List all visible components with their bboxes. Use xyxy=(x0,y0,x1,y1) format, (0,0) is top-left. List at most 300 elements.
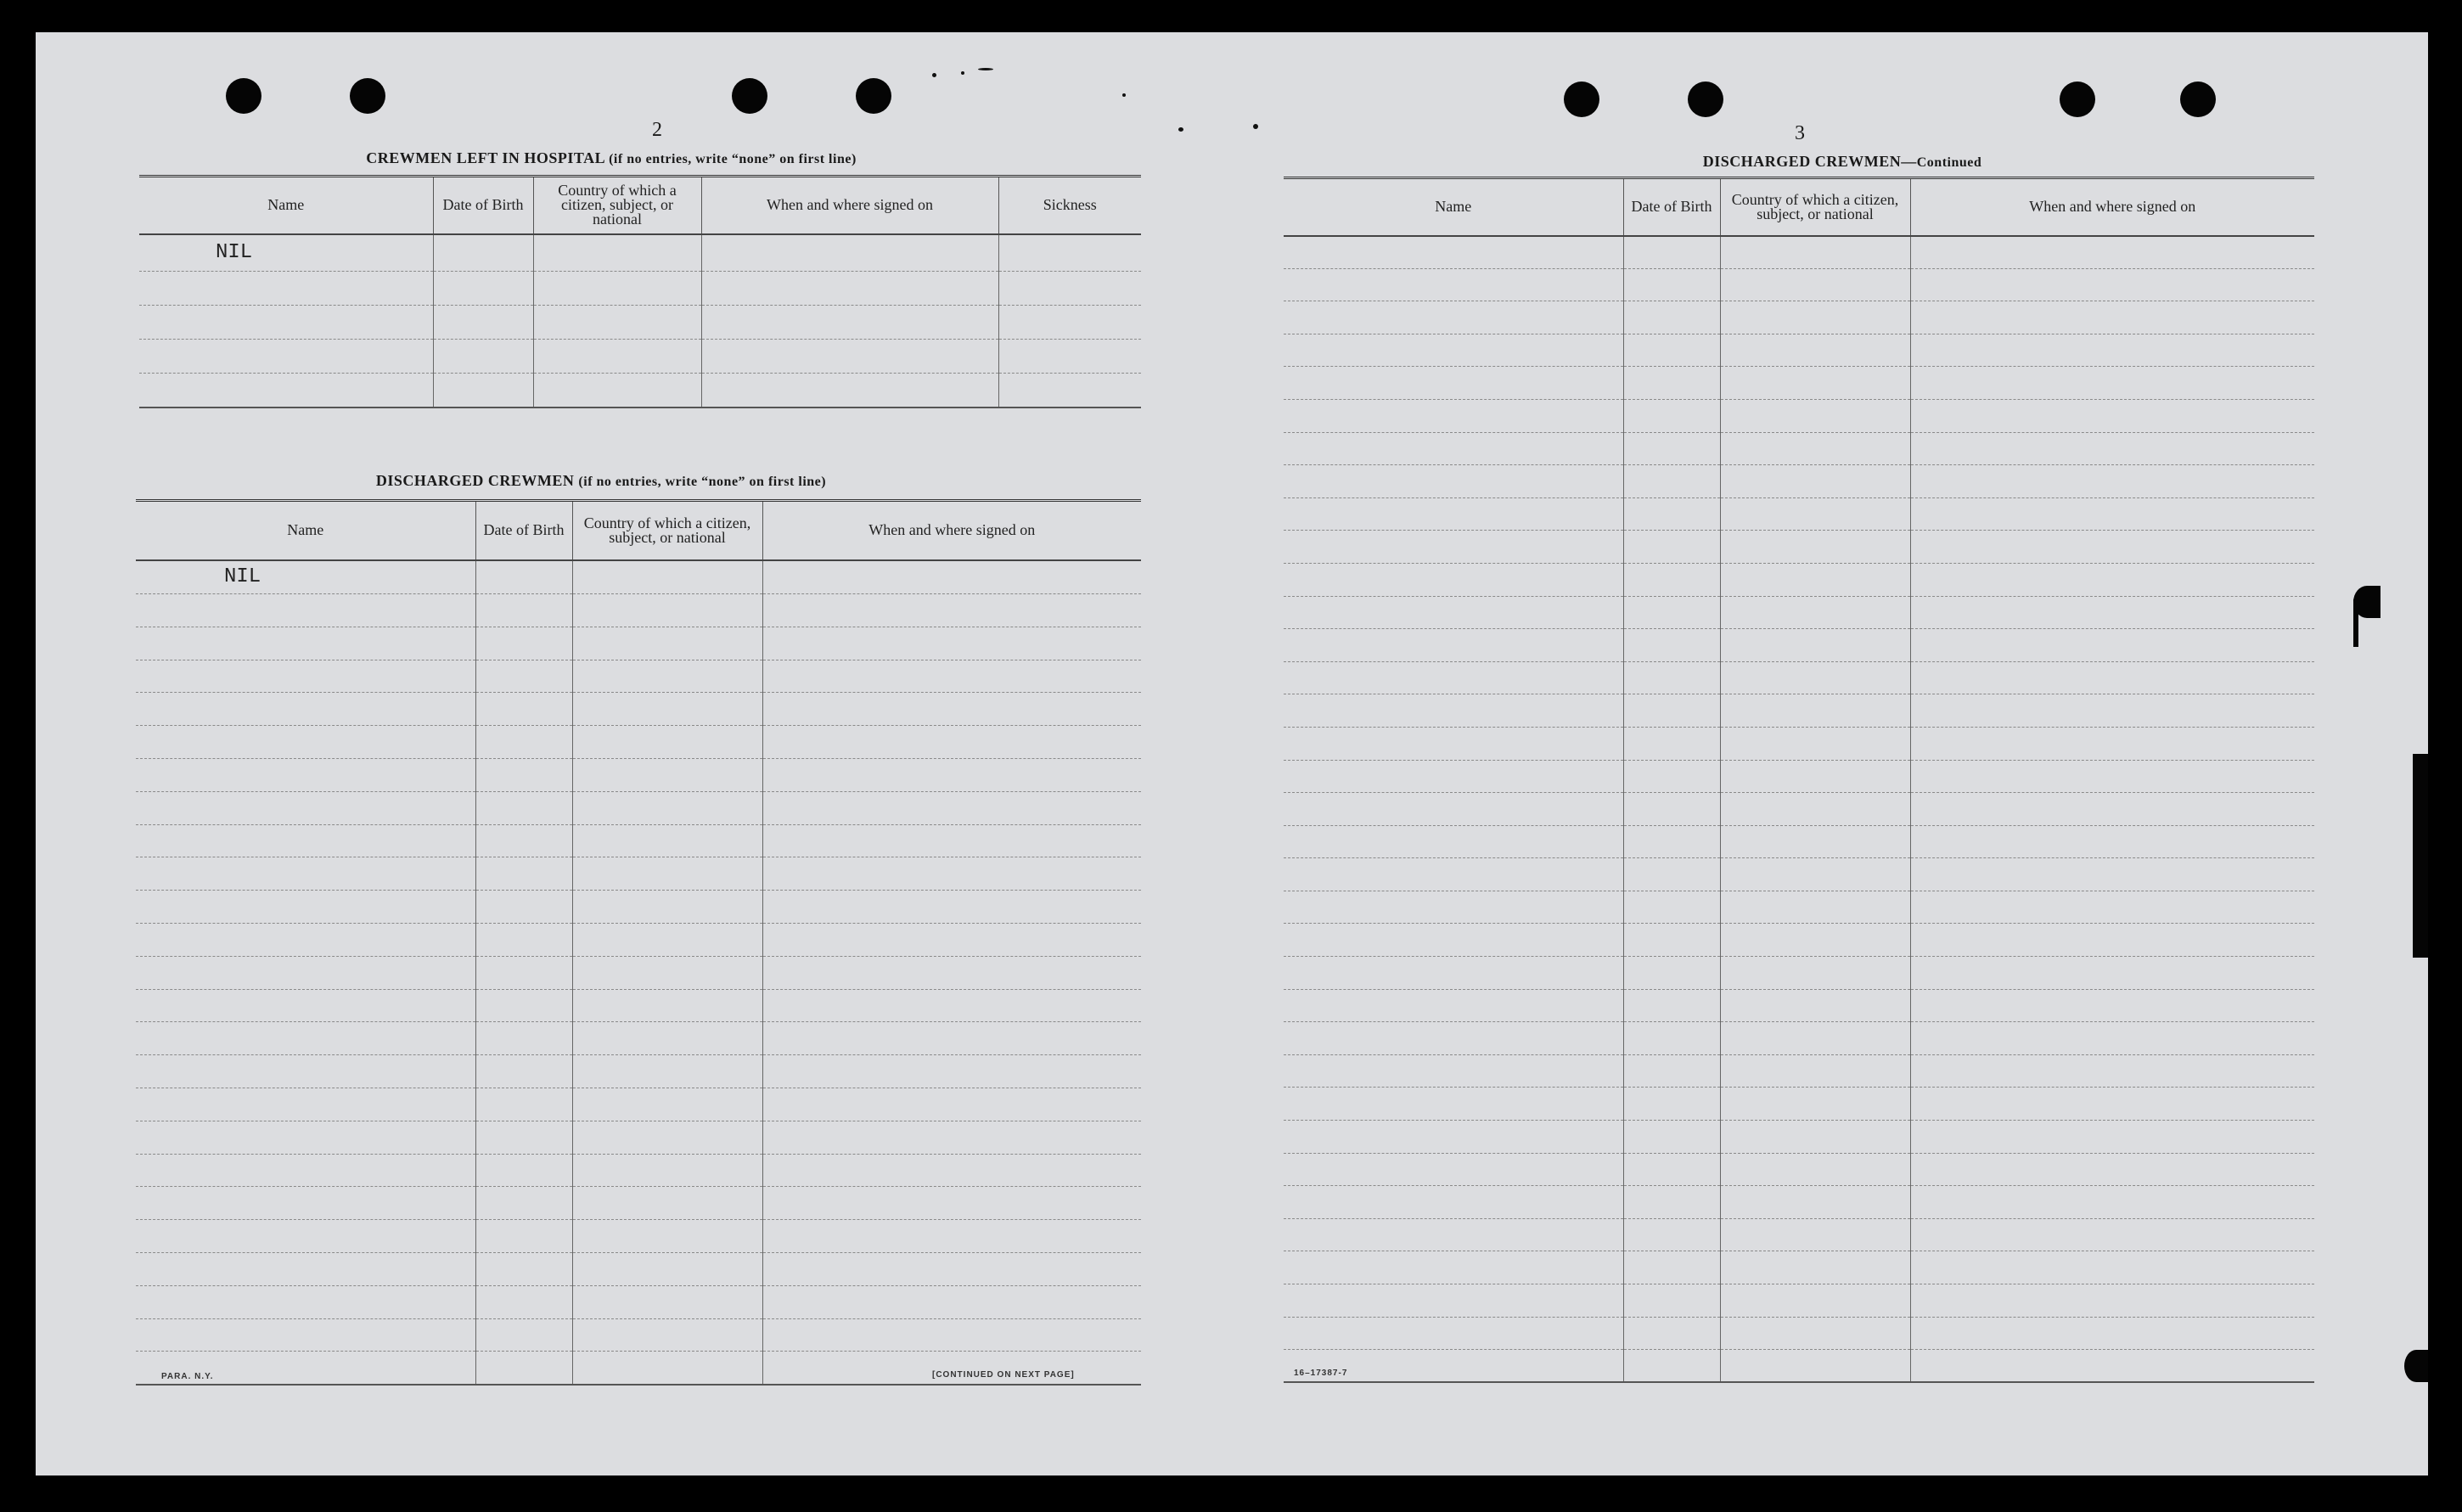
punch-hole xyxy=(226,78,261,114)
blank-cell xyxy=(572,923,762,956)
blank-cell xyxy=(475,956,572,989)
blank-cell xyxy=(1284,531,1623,564)
blank-cell xyxy=(1284,563,1623,596)
blank-cell xyxy=(1284,1153,1623,1186)
blank-cell xyxy=(136,1285,475,1318)
blank-cell xyxy=(1910,629,2314,662)
blank-cell xyxy=(1720,334,1910,367)
table-row xyxy=(1284,1153,2314,1186)
blank-cell xyxy=(1720,531,1910,564)
blank-cell xyxy=(1910,268,2314,301)
blank-cell xyxy=(1910,694,2314,728)
blank-cell xyxy=(475,1154,572,1187)
blank-cell xyxy=(1910,1317,2314,1350)
blank-cell xyxy=(1910,399,2314,432)
blank-cell xyxy=(1720,989,1910,1022)
blank-cell xyxy=(1284,1218,1623,1251)
table-row xyxy=(139,272,1141,306)
blank-cell xyxy=(1910,793,2314,826)
blank-cell xyxy=(762,1088,1141,1121)
blank-cell xyxy=(1910,1350,2314,1383)
discharged-table xyxy=(136,499,1141,1386)
table-row xyxy=(136,1088,1141,1121)
discharged-continued-table xyxy=(1284,177,2314,1383)
blank-cell xyxy=(1910,1218,2314,1251)
stray-mark xyxy=(978,68,993,70)
blank-cell xyxy=(136,660,475,693)
binding-mark xyxy=(2413,754,2428,958)
col-signed-on: When and where signed on xyxy=(762,501,1141,560)
table-row xyxy=(1284,1218,2314,1251)
punch-hole xyxy=(2180,82,2216,117)
stray-mark xyxy=(1253,124,1258,129)
blank-cell xyxy=(762,1252,1141,1285)
blank-cell xyxy=(136,726,475,759)
blank-cell xyxy=(1284,1186,1623,1219)
blank-cell xyxy=(1910,825,2314,858)
table-row xyxy=(139,306,1141,340)
blank-cell xyxy=(1720,399,1910,432)
blank-cell xyxy=(1720,1153,1910,1186)
table-row xyxy=(136,726,1141,759)
blank-cell xyxy=(572,1154,762,1187)
blank-cell xyxy=(1720,924,1910,957)
table-row xyxy=(1284,727,2314,760)
table-row xyxy=(1284,497,2314,531)
col-name: Name xyxy=(136,501,475,560)
table-row xyxy=(136,891,1141,924)
blank-cell xyxy=(762,1055,1141,1088)
entry-name: NIL xyxy=(136,560,475,594)
blank-cell xyxy=(1910,236,2314,269)
blank-cell xyxy=(1720,858,1910,891)
blank-cell xyxy=(1720,760,1910,793)
blank-cell xyxy=(1720,891,1910,924)
blank-cell xyxy=(1623,661,1720,694)
blank-cell xyxy=(1623,694,1720,728)
discharged-continued-title xyxy=(1375,153,2309,171)
blank-cell xyxy=(475,1121,572,1154)
blank-cell xyxy=(136,923,475,956)
blank-cell xyxy=(136,693,475,726)
blank-cell xyxy=(1284,334,1623,367)
blank-cell xyxy=(136,1220,475,1253)
blank-cell xyxy=(1720,825,1910,858)
table-row xyxy=(1284,1088,2314,1121)
blank-cell xyxy=(1284,727,1623,760)
blank-cell xyxy=(136,1055,475,1088)
blank-cell xyxy=(762,726,1141,759)
blank-cell xyxy=(1623,367,1720,400)
stray-mark xyxy=(932,73,936,77)
blank-cell xyxy=(136,857,475,891)
table-row xyxy=(1284,1284,2314,1318)
table-row xyxy=(1284,334,2314,367)
blank-cell xyxy=(1720,236,1910,269)
blank-cell xyxy=(762,627,1141,660)
table-row xyxy=(139,234,1141,272)
blank-cell xyxy=(475,1318,572,1352)
blank-cell xyxy=(1623,465,1720,498)
blank-cell xyxy=(572,956,762,989)
blank-cell xyxy=(762,693,1141,726)
blank-cell xyxy=(475,726,572,759)
blank-cell xyxy=(1720,1186,1910,1219)
blank-cell xyxy=(1910,727,2314,760)
discharged-title-text: DISCHARGED CREWMEN xyxy=(375,472,575,489)
blank-cell xyxy=(1910,1153,2314,1186)
blank-cell xyxy=(1910,367,2314,400)
blank-cell xyxy=(762,989,1141,1022)
blank-cell xyxy=(1623,268,1720,301)
blank-cell xyxy=(1623,989,1720,1022)
table-row xyxy=(1284,661,2314,694)
table-row xyxy=(1284,891,2314,924)
table-row xyxy=(136,923,1141,956)
blank-cell xyxy=(136,791,475,824)
punch-hole xyxy=(2060,82,2095,117)
blank-cell xyxy=(1910,989,2314,1022)
blank-cell xyxy=(1284,301,1623,334)
blank-cell xyxy=(762,1121,1141,1154)
blank-cell xyxy=(1623,1350,1720,1383)
continued-suffix: Continued xyxy=(1916,155,1982,170)
blank-cell xyxy=(572,726,762,759)
blank-cell xyxy=(475,1352,572,1385)
blank-cell xyxy=(1720,1317,1910,1350)
blank-cell xyxy=(136,1154,475,1187)
blank-cell xyxy=(1623,629,1720,662)
hospital-table xyxy=(139,175,1141,408)
blank-cell xyxy=(1910,334,2314,367)
stray-mark xyxy=(961,71,964,75)
blank-cell xyxy=(136,594,475,627)
blank-cell xyxy=(1720,497,1910,531)
blank-cell xyxy=(1623,793,1720,826)
col-date-of-birth: Date of Birth xyxy=(475,501,572,560)
table-row xyxy=(1284,629,2314,662)
blank-cell xyxy=(1910,924,2314,957)
blank-cell xyxy=(1284,957,1623,990)
blank-cell xyxy=(1284,1022,1623,1055)
blank-cell xyxy=(1720,1121,1910,1154)
blank-cell xyxy=(762,1318,1141,1352)
blank-cell xyxy=(1284,1088,1623,1121)
blank-cell xyxy=(1910,432,2314,465)
stray-mark xyxy=(1178,127,1183,132)
blank-cell xyxy=(475,791,572,824)
blank-cell xyxy=(1284,629,1623,662)
blank-cell xyxy=(1720,1251,1910,1284)
blank-cell xyxy=(1720,1284,1910,1318)
col-country: Country of which a citizen, subject, or national xyxy=(533,177,701,234)
blank-cell xyxy=(572,594,762,627)
blank-cell xyxy=(572,824,762,857)
page-number-left: 2 xyxy=(652,119,662,141)
blank-cell xyxy=(136,891,475,924)
col-date-of-birth: Date of Birth xyxy=(1623,178,1720,236)
blank-cell xyxy=(136,1121,475,1154)
blank-cell xyxy=(136,1187,475,1220)
table-row xyxy=(1284,1186,2314,1219)
blank-cell xyxy=(572,693,762,726)
blank-cell xyxy=(1284,760,1623,793)
form-number: 16–17387-7 xyxy=(1294,1369,1348,1378)
blank-cell xyxy=(1720,1022,1910,1055)
blank-cell xyxy=(1910,531,2314,564)
blank-cell xyxy=(1623,1251,1720,1284)
blank-cell xyxy=(1623,825,1720,858)
blank-cell xyxy=(1910,301,2314,334)
blank-cell xyxy=(1284,825,1623,858)
blank-cell xyxy=(1910,465,2314,498)
table-row xyxy=(136,1121,1141,1154)
blank-cell xyxy=(1623,957,1720,990)
hospital-section-title xyxy=(144,149,1078,167)
stray-mark xyxy=(1122,93,1126,97)
table-row xyxy=(1284,1317,2314,1350)
blank-cell xyxy=(475,891,572,924)
blank-cell xyxy=(1720,563,1910,596)
punch-hole xyxy=(350,78,385,114)
blank-cell xyxy=(762,857,1141,891)
blank-cell xyxy=(1910,563,2314,596)
binding-mark xyxy=(2353,599,2358,647)
hospital-title-text: CREWMEN LEFT IN HOSPITAL xyxy=(366,149,605,166)
blank-cell xyxy=(572,1187,762,1220)
blank-cell xyxy=(1910,661,2314,694)
table-row xyxy=(136,594,1141,627)
blank-cell xyxy=(1720,301,1910,334)
blank-cell xyxy=(1910,497,2314,531)
blank-cell xyxy=(1284,858,1623,891)
blank-cell xyxy=(1284,989,1623,1022)
blank-cell xyxy=(572,660,762,693)
blank-cell xyxy=(762,758,1141,791)
blank-cell xyxy=(572,857,762,891)
table-row xyxy=(136,1285,1141,1318)
blank-cell xyxy=(136,824,475,857)
table-row xyxy=(136,989,1141,1022)
blank-cell xyxy=(1284,661,1623,694)
table-row xyxy=(1284,793,2314,826)
blank-cell xyxy=(1623,858,1720,891)
blank-cell xyxy=(1284,694,1623,728)
col-name: Name xyxy=(139,177,433,234)
blank-cell xyxy=(572,1055,762,1088)
hospital-instruction: (if no entries, write “none” on first line) xyxy=(609,152,857,166)
blank-cell xyxy=(1910,1251,2314,1284)
blank-cell xyxy=(762,891,1141,924)
table-row xyxy=(1284,399,2314,432)
blank-cell xyxy=(1623,399,1720,432)
blank-cell xyxy=(1720,1350,1910,1383)
blank-cell xyxy=(1623,1022,1720,1055)
table-row xyxy=(1284,367,2314,400)
table-row xyxy=(136,1022,1141,1055)
table-row xyxy=(139,374,1141,408)
table-row xyxy=(139,340,1141,374)
col-name: Name xyxy=(1284,178,1623,236)
blank-cell xyxy=(1623,1218,1720,1251)
blank-cell xyxy=(475,1088,572,1121)
table-row xyxy=(1284,825,2314,858)
table-row xyxy=(136,1154,1141,1187)
blank-cell xyxy=(475,989,572,1022)
table-row xyxy=(136,627,1141,660)
table-row xyxy=(136,560,1141,594)
blank-cell xyxy=(1623,760,1720,793)
blank-cell xyxy=(1910,1121,2314,1154)
blank-cell xyxy=(1623,334,1720,367)
blank-cell xyxy=(136,1318,475,1352)
blank-cell xyxy=(1284,399,1623,432)
blank-cell xyxy=(762,956,1141,989)
blank-cell xyxy=(1910,957,2314,990)
table-row xyxy=(1284,694,2314,728)
blank-cell xyxy=(1623,1186,1720,1219)
blank-cell xyxy=(1284,1251,1623,1284)
blank-cell xyxy=(762,1154,1141,1187)
blank-cell xyxy=(572,758,762,791)
blank-cell xyxy=(475,1285,572,1318)
table-row xyxy=(1284,760,2314,793)
col-sickness: Sickness xyxy=(998,177,1141,234)
blank-cell xyxy=(475,824,572,857)
table-row xyxy=(1284,1054,2314,1088)
blank-cell xyxy=(1910,891,2314,924)
blank-cell xyxy=(1284,793,1623,826)
discharged-section-title xyxy=(134,472,1068,490)
table-row xyxy=(136,791,1141,824)
table-row xyxy=(1284,1251,2314,1284)
blank-cell xyxy=(1284,1054,1623,1088)
table-row xyxy=(1284,268,2314,301)
blank-cell xyxy=(762,594,1141,627)
blank-cell xyxy=(1623,531,1720,564)
blank-cell xyxy=(1720,629,1910,662)
blank-cell xyxy=(1623,1088,1720,1121)
table-row xyxy=(1284,432,2314,465)
blank-cell xyxy=(475,594,572,627)
blank-cell xyxy=(1720,367,1910,400)
blank-cell xyxy=(762,660,1141,693)
blank-cell xyxy=(762,824,1141,857)
punch-hole xyxy=(732,78,767,114)
blank-cell xyxy=(1720,465,1910,498)
blank-cell xyxy=(1910,858,2314,891)
table-row xyxy=(1284,301,2314,334)
blank-cell xyxy=(1284,924,1623,957)
blank-cell xyxy=(1720,1088,1910,1121)
blank-cell xyxy=(762,791,1141,824)
blank-cell xyxy=(136,1088,475,1121)
col-country: Country of which a citizen, subject, or national xyxy=(572,501,762,560)
table-row xyxy=(136,1318,1141,1352)
blank-cell xyxy=(1720,727,1910,760)
blank-cell xyxy=(1284,432,1623,465)
blank-cell xyxy=(475,693,572,726)
blank-cell xyxy=(762,1187,1141,1220)
blank-cell xyxy=(572,1022,762,1055)
blank-cell xyxy=(1284,497,1623,531)
blank-cell xyxy=(1284,268,1623,301)
blank-cell xyxy=(572,1121,762,1154)
blank-cell xyxy=(136,989,475,1022)
blank-cell xyxy=(136,758,475,791)
col-country: Country of which a citizen, subject, or national xyxy=(1720,178,1910,236)
blank-cell xyxy=(1623,1284,1720,1318)
table-row xyxy=(136,1220,1141,1253)
table-row xyxy=(1284,531,2314,564)
blank-cell xyxy=(572,791,762,824)
table-row xyxy=(136,693,1141,726)
table-row xyxy=(1284,236,2314,269)
blank-cell xyxy=(1910,760,2314,793)
table-row xyxy=(1284,563,2314,596)
blank-cell xyxy=(1284,891,1623,924)
blank-cell xyxy=(572,1318,762,1352)
blank-cell xyxy=(1623,563,1720,596)
col-date-of-birth: Date of Birth xyxy=(433,177,533,234)
binding-mark xyxy=(2404,1350,2428,1382)
table-row xyxy=(1284,858,2314,891)
blank-cell xyxy=(475,1055,572,1088)
table-row xyxy=(136,758,1141,791)
blank-cell xyxy=(1284,236,1623,269)
blank-cell xyxy=(572,1252,762,1285)
table-row xyxy=(1284,465,2314,498)
blank-cell xyxy=(136,1022,475,1055)
blank-cell xyxy=(1623,1153,1720,1186)
entry-name: NIL xyxy=(139,234,433,272)
blank-cell xyxy=(1284,1121,1623,1154)
blank-cell xyxy=(572,627,762,660)
blank-cell xyxy=(1623,497,1720,531)
blank-cell xyxy=(1910,1054,2314,1088)
blank-cell xyxy=(1720,1054,1910,1088)
table-row xyxy=(1284,1022,2314,1055)
blank-cell xyxy=(1623,891,1720,924)
table-row xyxy=(1284,596,2314,629)
blank-cell xyxy=(1623,1317,1720,1350)
blank-cell xyxy=(572,1352,762,1385)
blank-cell xyxy=(762,1022,1141,1055)
blank-cell xyxy=(1720,268,1910,301)
printer-mark: PARA. N.Y. xyxy=(161,1372,214,1381)
blank-cell xyxy=(136,956,475,989)
table-row xyxy=(1284,957,2314,990)
page-number-right: 3 xyxy=(1795,122,1805,144)
table-row xyxy=(1284,989,2314,1022)
blank-cell xyxy=(762,1220,1141,1253)
table-row xyxy=(1284,1350,2314,1383)
blank-cell xyxy=(475,1220,572,1253)
blank-cell xyxy=(572,891,762,924)
blank-cell xyxy=(1284,596,1623,629)
blank-cell xyxy=(1623,1054,1720,1088)
blank-cell xyxy=(136,1252,475,1285)
blank-cell xyxy=(1623,1121,1720,1154)
blank-cell xyxy=(1910,1186,2314,1219)
blank-cell xyxy=(1720,694,1910,728)
blank-cell xyxy=(572,989,762,1022)
blank-cell xyxy=(475,923,572,956)
table-row xyxy=(136,857,1141,891)
punch-hole xyxy=(856,78,891,114)
blank-cell xyxy=(1910,1088,2314,1121)
blank-cell xyxy=(475,857,572,891)
